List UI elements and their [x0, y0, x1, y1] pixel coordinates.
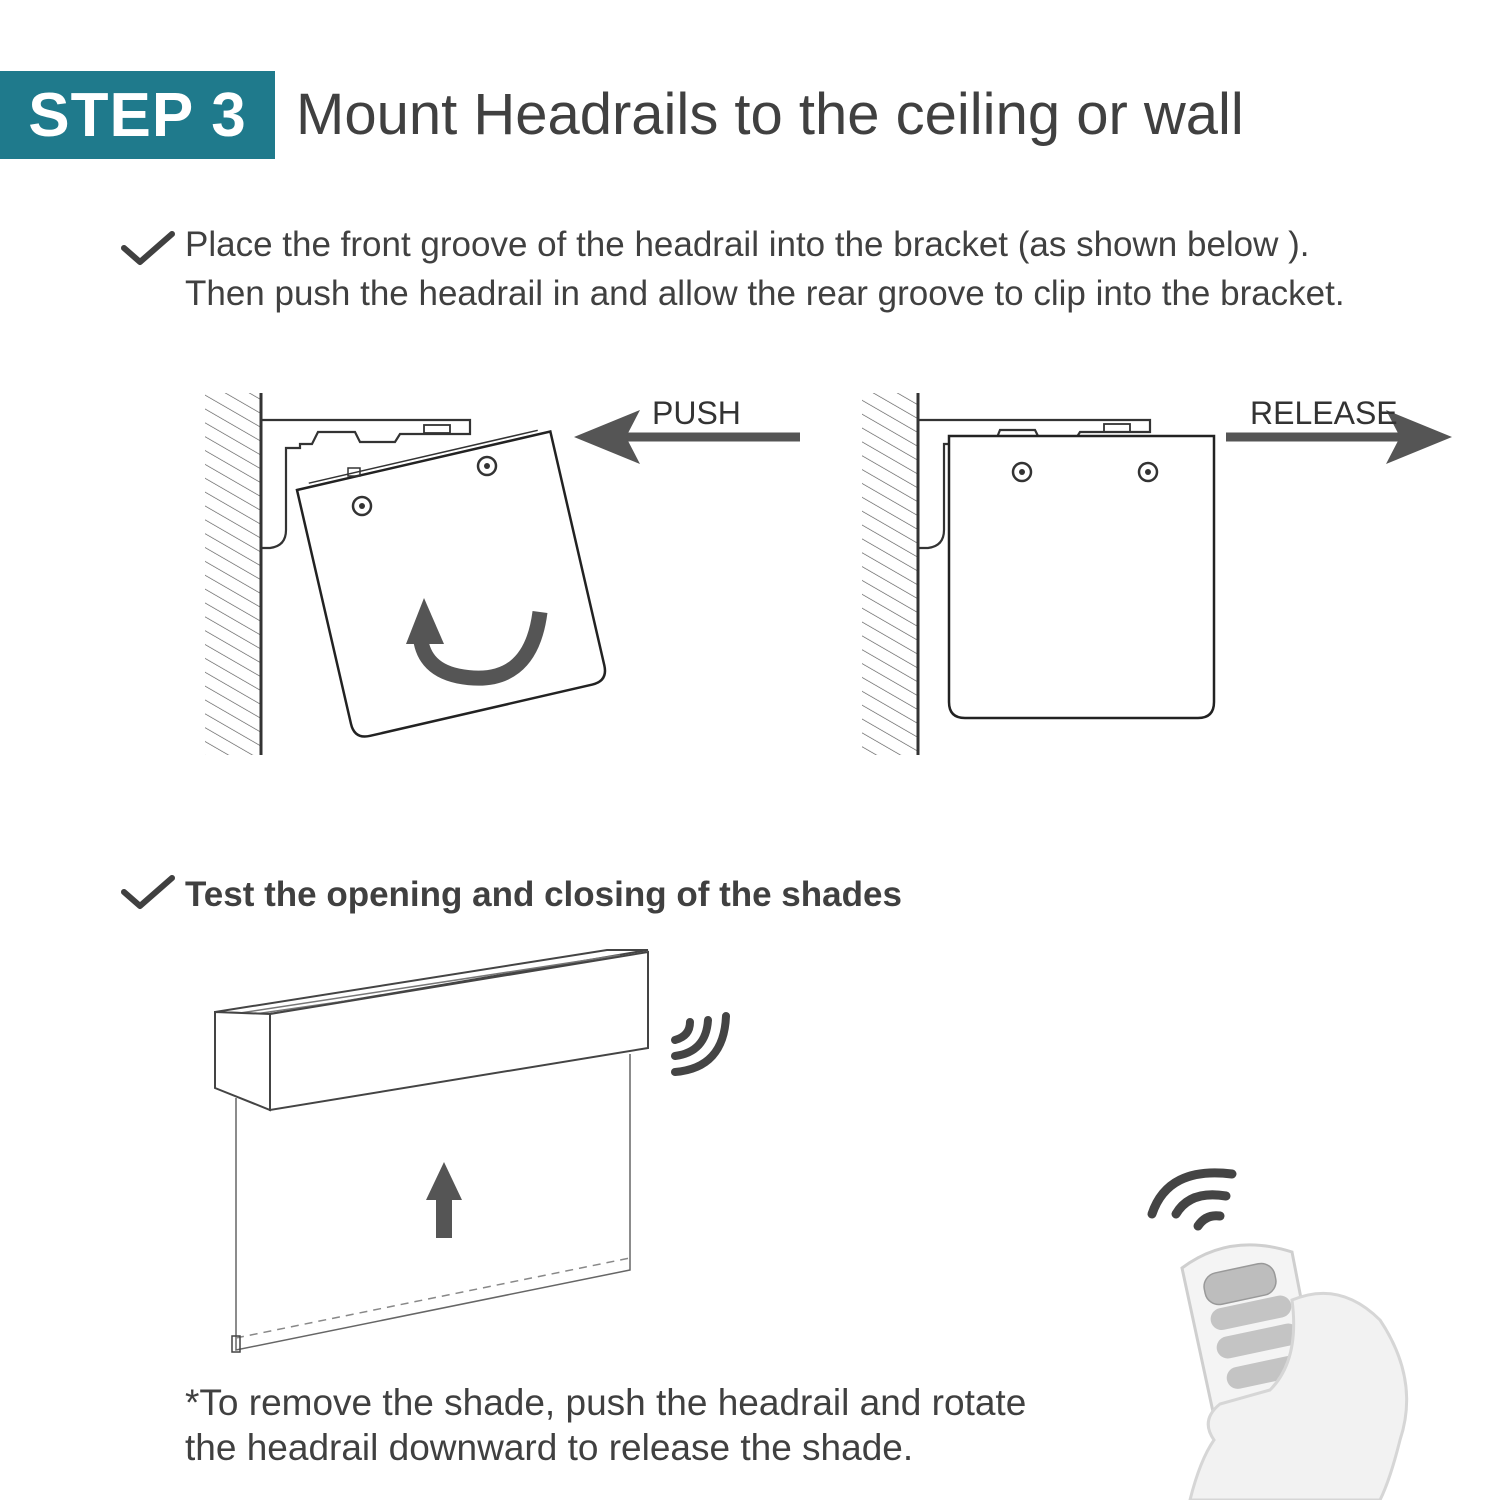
wall-hatch [205, 393, 260, 755]
headrail-tilted [296, 428, 608, 740]
signal-icon [1152, 1173, 1232, 1226]
headrail-mounted [949, 436, 1214, 718]
removal-note [185, 1380, 1026, 1470]
release-label: RELEASE [1250, 395, 1398, 431]
roller-shade [215, 950, 726, 1352]
cassette [215, 1012, 270, 1110]
up-arrow-icon [426, 1162, 462, 1238]
instruction-1-line-1: Place the front groove of the headrail into the bracket (as shown below ). [185, 225, 1310, 264]
remote-illustration [1152, 1173, 1407, 1500]
release-diagram [862, 393, 1452, 755]
instruction-2-line-1: Test the opening and closing of the shades [185, 875, 902, 914]
step-label: STEP 3 [28, 80, 247, 150]
push-diagram [205, 393, 800, 755]
push-label: PUSH [652, 395, 741, 431]
page-title: Mount Headrails to the ceiling or wall [296, 82, 1244, 147]
instruction-1-line-2: Then push the headrail in and allow the rear groove to clip into the bracket. [185, 274, 1345, 313]
signal-icon [675, 1016, 726, 1072]
removal-note-line-2: the headrail downward to release the shade. [185, 1427, 914, 1468]
removal-note-line-1: *To remove the shade, push the headrail and rotate [185, 1382, 1027, 1423]
wall-hatch [862, 393, 917, 755]
